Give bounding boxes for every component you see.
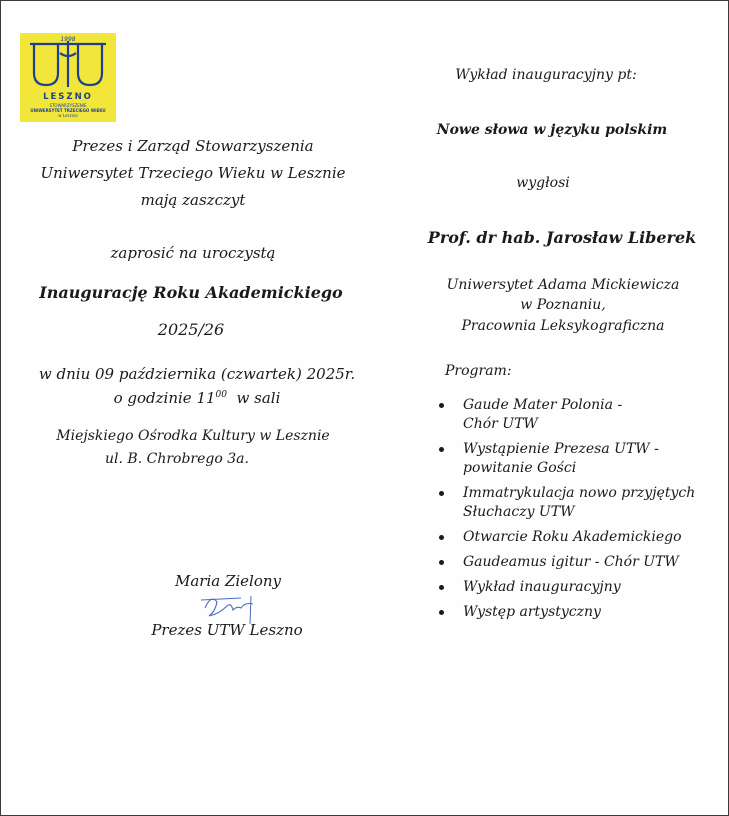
host-line3: mają zaszczyt xyxy=(140,191,246,209)
logo-line3: w Lesznie xyxy=(58,113,78,118)
bullet-icon xyxy=(439,447,444,452)
utw-logo-emblem-icon xyxy=(20,33,116,93)
invite-text: zaprosić na uroczystą xyxy=(110,244,276,262)
logo-city: LESZNO xyxy=(43,92,93,102)
bullet-icon xyxy=(439,610,444,615)
utw-logo xyxy=(20,33,116,122)
date-line: w dniu 09 października (czwartek) 2025r. xyxy=(38,365,356,383)
affiliation-line3: Pracownia Leksykograficzna xyxy=(461,318,665,334)
lecture-title: Nowe słowa w języku polskim xyxy=(436,122,668,138)
delivered-by: wygłosi xyxy=(516,175,570,191)
program-list xyxy=(439,396,724,622)
program-label: Program: xyxy=(445,363,512,379)
speaker-name: Prof. dr hab. Jarosław Liberek xyxy=(427,228,697,247)
logo-line1: STOWARZYSZENIE xyxy=(49,103,87,108)
event-title: Inaugurację Roku Akademickiego xyxy=(39,283,343,302)
time-line xyxy=(114,389,281,407)
logo-line2: UNIWERSYTET TRZECIEGO WIEKU xyxy=(30,108,106,113)
academic-year: 2025/26 xyxy=(157,320,225,339)
affiliation-line2: w Poznaniu, xyxy=(520,297,606,313)
bullet-icon xyxy=(439,585,444,590)
host-line1: Prezes i Zarząd Stowarzyszenia xyxy=(72,137,314,155)
venue-line1: Miejskiego Ośrodka Kultury w Lesznie xyxy=(56,428,330,444)
program-item: Wystąpienie Prezesa UTW - powitanie Gości xyxy=(439,440,724,478)
program-item: Wykład inauguracyjny xyxy=(439,578,724,597)
bullet-icon xyxy=(439,403,444,408)
lecture-intro: Wykład inauguracyjny pt: xyxy=(455,67,637,83)
signer-title: Prezes UTW Leszno xyxy=(151,621,303,639)
venue-line2: ul. B. Chrobrego 3a. xyxy=(105,451,249,467)
bullet-icon xyxy=(439,535,444,540)
program-item: Otwarcie Roku Akademickiego xyxy=(439,528,724,547)
program-item: Immatrykulacja nowo przyjętych Słuchaczy UTW xyxy=(439,484,724,522)
program-item: Występ artystyczny xyxy=(439,603,724,622)
bullet-icon xyxy=(439,560,444,565)
handwritten-signature-icon xyxy=(197,588,267,624)
program-item: Gaudeamus igitur - Chór UTW xyxy=(439,553,724,572)
time-sup: 00 xyxy=(215,390,227,400)
affiliation-line1: Uniwersytet Adama Mickiewicza xyxy=(446,277,680,293)
signer-name: Maria Zielony xyxy=(174,572,282,590)
bullet-icon xyxy=(439,491,444,496)
host-line2: Uniwersytet Trzeciego Wieku w Lesznie xyxy=(40,164,346,182)
time-suffix: w sali xyxy=(227,389,281,407)
time-prefix: o godzinie 11 xyxy=(113,389,216,407)
program-item: Gaude Mater Polonia - Chór UTW xyxy=(439,396,724,434)
logo-year: 1998 xyxy=(60,36,76,43)
